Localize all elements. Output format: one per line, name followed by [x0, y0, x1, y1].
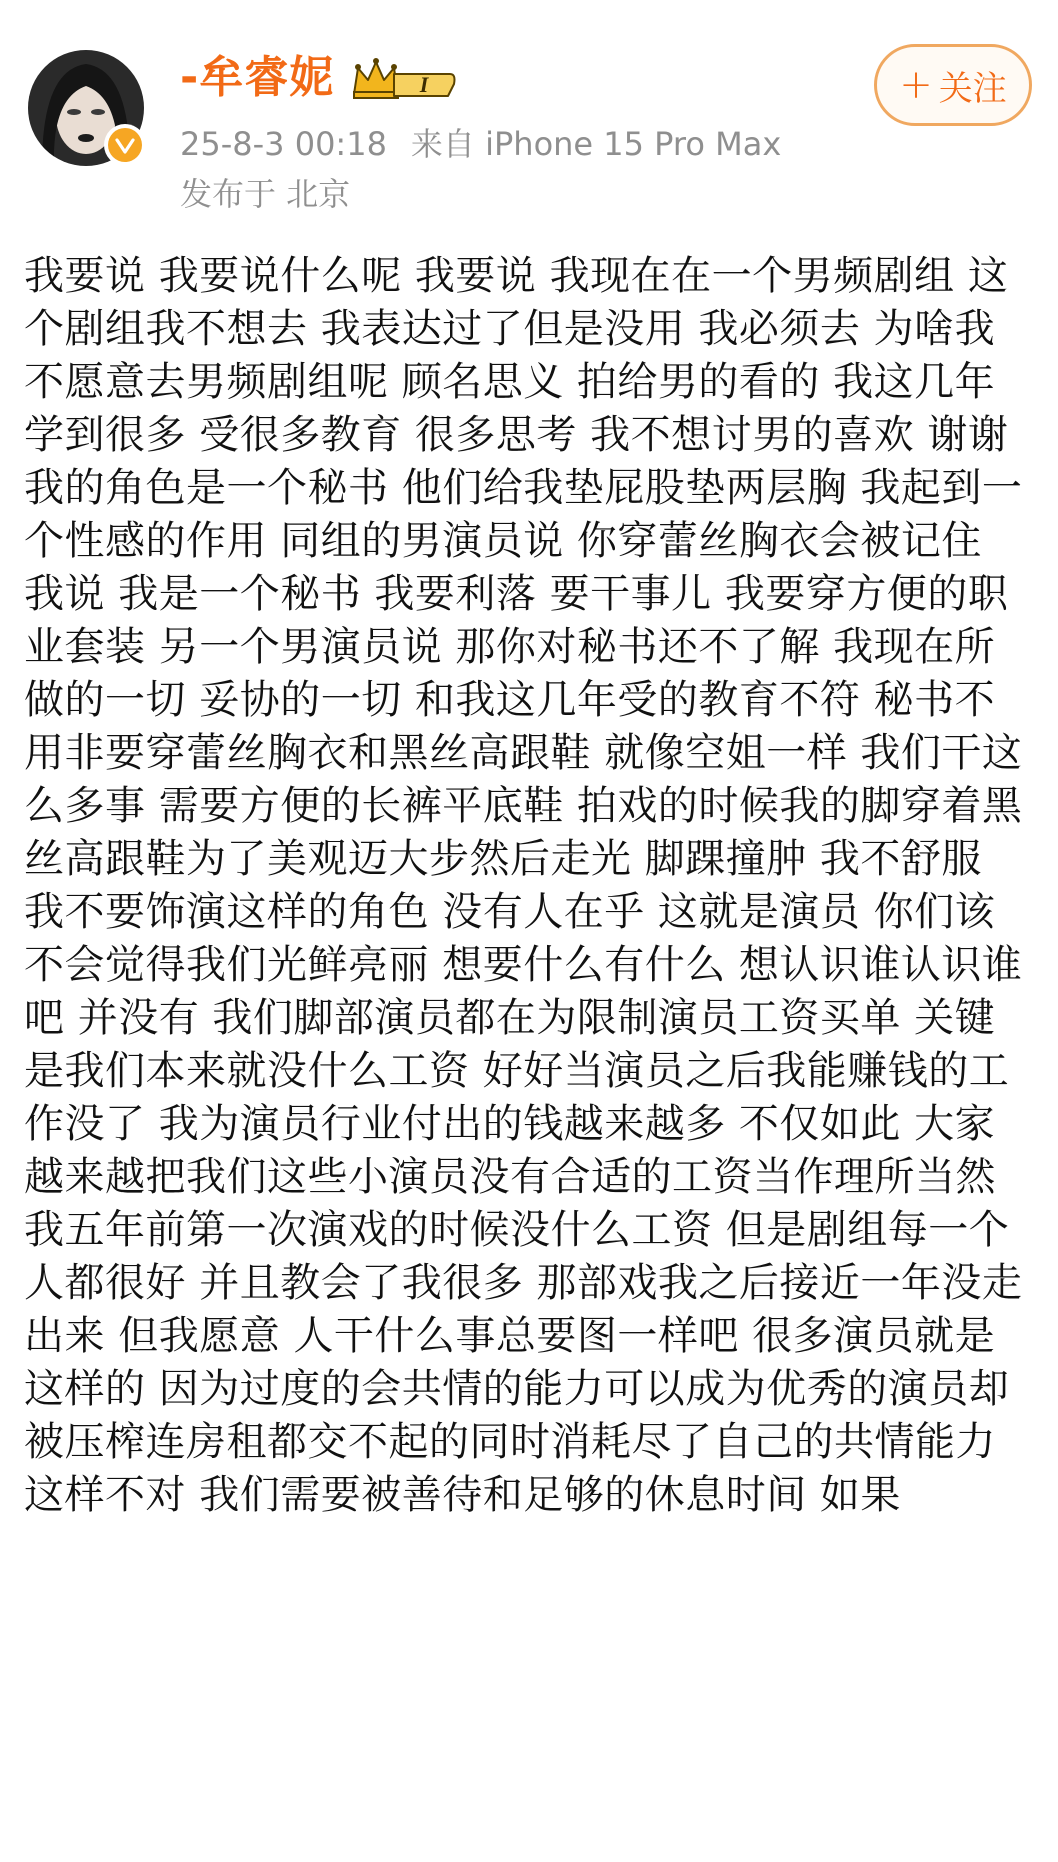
- vip-crown-badge-icon: [350, 54, 460, 104]
- verified-v-icon: [114, 134, 136, 156]
- author-name[interactable]: -牟睿妮: [180, 52, 335, 103]
- post-source[interactable]: 来自 iPhone 15 Pro Max: [410, 125, 782, 163]
- follow-button-label: 关注: [938, 68, 1007, 109]
- post-location: 发布于 北京: [180, 175, 351, 213]
- post-header: [0, 0, 1058, 225]
- post-meta: [180, 122, 781, 166]
- plus-icon: +: [899, 62, 933, 108]
- verified-badge: [104, 124, 146, 166]
- post-body-text: 我要说 我要说什么呢 我要说 我现在在一个男频剧组 这个剧组我不想去 我表达过了但是没用 我必须去 为啥我不愿意去男频剧组呢 顾名思义 拍给男的看的 我这几年学到很多 受很多教育 很多思考 我不想讨男的喜欢 谢谢 我的角色是一个秘书 他们给我垫屁股垫两层胸 我起到一个性感的作用 同组的男演员说 你穿蕾丝胸衣会被记住 我说 我是一个秘书 我要利落 要干事儿 我要穿方便的职业套装 另一个男演员说 那你对秘书还不了解 我现在所做的一切 妥协的一切 和我这几年受的教育不符 秘书不用非要穿蕾丝胸衣和黑丝高跟鞋 就像空姐一样 我们干这么多事 需要方便的长裤平底鞋 拍戏的时候我的脚穿着黑丝高跟鞋为了美观迈大步然后走光 脚踝撞肿 我不舒服 我不要饰演这样的角色 没有人在乎 这就是演员 你们该不会觉得我们光鲜亮丽 想要什么有什么 想认识谁认识谁吧 并没有 我们脚部演员都在为限制演员工资买单 关键是我们本来就没什么工资 好好当演员之后我能赚钱的工作没了 我为演员行业付出的钱越来越多 不仅如此 大家越来越把我们这些小演员没有合适的工资当作理所当然 我五年前第一次演戏的时候没什么工资 但是剧组每一个人都很好 并且教会了我很多 那部戏我之后接近一年没走出来 但我愿意 人干什么事总要图一样吧 很多演员就是这样的 因为过度的会共情的能力可以成为优秀的演员却被压榨连房租都交不起的同时消耗尽了自己的共情能力 这样不对 我们需要被善待和足够的休息时间 如果: [24, 253, 1023, 1518]
- post-time: 25-8-3 00:18: [180, 125, 387, 163]
- follow-button[interactable]: [874, 44, 1032, 126]
- vip-level-text: I: [419, 72, 429, 97]
